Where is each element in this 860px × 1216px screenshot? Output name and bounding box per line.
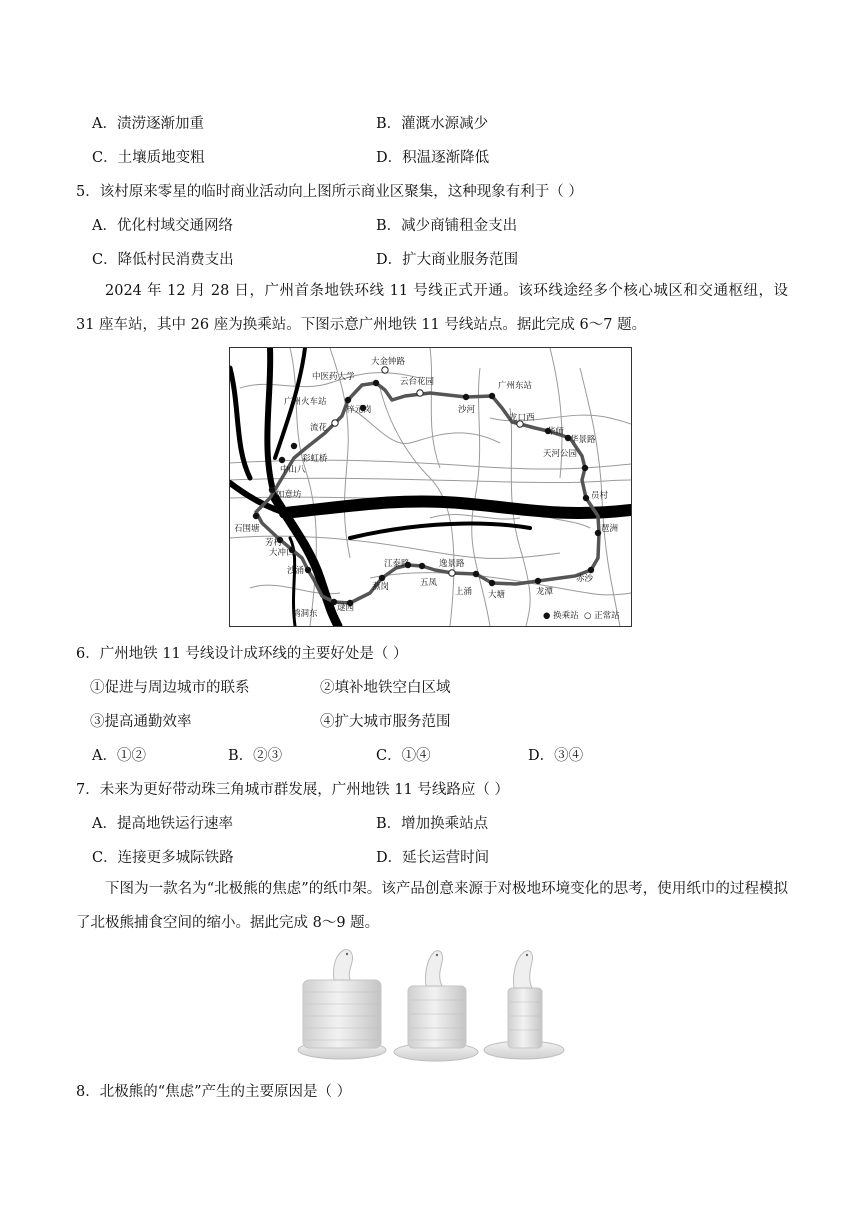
station-label: 流花 <box>310 423 328 433</box>
station-label: 员村 <box>591 491 609 501</box>
legend-transfer: ● 换乘站 <box>543 611 579 621</box>
q6-item-3: ③提高通勤效率 <box>90 714 192 730</box>
passage-polar-bear-text: 下图为一款名为“北极熊的焦虑”的纸巾架。该产品创意来源于对极地环境变化的思考，使用纸巾的过程模拟了北极熊捕食空间的缩小。据此完成 8～9 题。 <box>76 881 788 931</box>
station-label: 大塘 <box>488 590 506 600</box>
q7-option-c: C．连接更多城际铁路 <box>92 850 234 866</box>
station-label: 如意坊 <box>276 490 302 500</box>
station-label: 江泰路 <box>384 559 410 569</box>
q6-option-b: B．②③ <box>228 748 283 764</box>
station-label: 华景路 <box>570 435 596 445</box>
station-label: 芳村 <box>265 538 283 548</box>
q7-option-b: B．增加换乘站点 <box>376 816 489 832</box>
q6-option-d: D．③④ <box>528 748 584 764</box>
station-label: 中山八 <box>280 465 306 475</box>
station-label: 龙潭 <box>536 587 554 597</box>
legend-normal: ○ 正常站 <box>584 611 620 621</box>
passage-polar-bear <box>76 872 788 940</box>
station-label: 五凤 <box>420 578 438 588</box>
station-label: 逸景路 <box>439 559 465 569</box>
q5-option-c: C．降低村民消费支出 <box>92 252 234 268</box>
station-label: 上涌 <box>455 587 473 597</box>
station-label: 中医药大学 <box>312 372 355 382</box>
station-label: 彩虹桥 <box>302 454 328 464</box>
passage-metro <box>76 274 788 342</box>
q6-item-1: ①促进与周边城市的联系 <box>90 680 250 696</box>
station-label: 大冲口 <box>269 548 295 558</box>
station-label: 沙河 <box>458 405 476 415</box>
station-label: 琶洲 <box>601 524 619 534</box>
station-label: 华师 <box>547 427 565 437</box>
q4-option-c: C．土壤质地变粗 <box>92 150 205 166</box>
tissue-holder-photo <box>296 940 586 1068</box>
q5-option-b: B．减少商铺租金支出 <box>376 218 518 234</box>
tissue-holder-illustration <box>296 940 586 1068</box>
station-label: 鹤洞东 <box>292 609 318 619</box>
q4-option-a: A．渍涝逐渐加重 <box>92 116 204 132</box>
station-label: 云台花园 <box>400 377 435 387</box>
station-label: 广州东站 <box>498 381 533 391</box>
q7-option-a: A．提高地铁运行速率 <box>92 816 233 832</box>
tissue-holder-medium <box>394 951 478 1061</box>
q5-option-d: D．扩大商业服务范围 <box>376 252 519 268</box>
q6-option-a: A．①② <box>92 748 146 764</box>
station-label: 逯园 <box>337 603 355 613</box>
station-label: 燕岗 <box>372 582 390 592</box>
tissue-holder-small <box>484 951 564 1059</box>
q6-option-c: C．①④ <box>376 748 431 764</box>
station-label: 天河公园 <box>543 449 578 459</box>
passage-metro-text: 2024 年 12 月 28 日，广州首条地铁环线 11 号线正式开通。该环线途经多个核心城区和交通枢纽，设 31 座车站，其中 26 座为换乘站。下图示意广州地铁 11 号线站点。据此完成 6～7 题。 <box>76 283 788 333</box>
q4-option-d: D．积温逐渐降低 <box>376 150 490 166</box>
station-label: 石围塘 <box>234 524 260 534</box>
station-label: 龙口西 <box>509 413 535 423</box>
station-label: 广州火车站 <box>284 397 327 407</box>
q6-stem: 6．广州地铁 11 号线设计成环线的主要好处是（ ） <box>76 646 408 662</box>
station-label: 大金钟路 <box>371 357 406 367</box>
station-label: 梓元岗 <box>346 405 372 415</box>
q5-option-a: A．优化村域交通网络 <box>92 218 233 234</box>
metro-map-svg <box>230 348 631 626</box>
station-label: 沙涌 <box>287 566 305 576</box>
station-label: 赤沙 <box>576 574 594 584</box>
tissue-holder-large <box>298 950 386 1059</box>
q7-stem: 7．未来为更好带动珠三角城市群发展，广州地铁 11 号线路应（ ） <box>76 782 510 798</box>
q6-item-4: ④扩大城市服务范围 <box>320 714 451 730</box>
q8-stem: 8．北极熊的“焦虑”产生的主要原因是（ ） <box>76 1084 352 1100</box>
q6-item-2: ②填补地铁空白区域 <box>320 680 451 696</box>
metro-map-figure <box>229 347 632 627</box>
q4-option-b: B．灌溉水源减少 <box>376 116 489 132</box>
q5-stem: 5．该村原来零星的临时商业活动向上图所示商业区聚集，这种现象有利于（ ） <box>76 184 583 200</box>
q7-option-d: D．延长运营时间 <box>376 850 490 866</box>
